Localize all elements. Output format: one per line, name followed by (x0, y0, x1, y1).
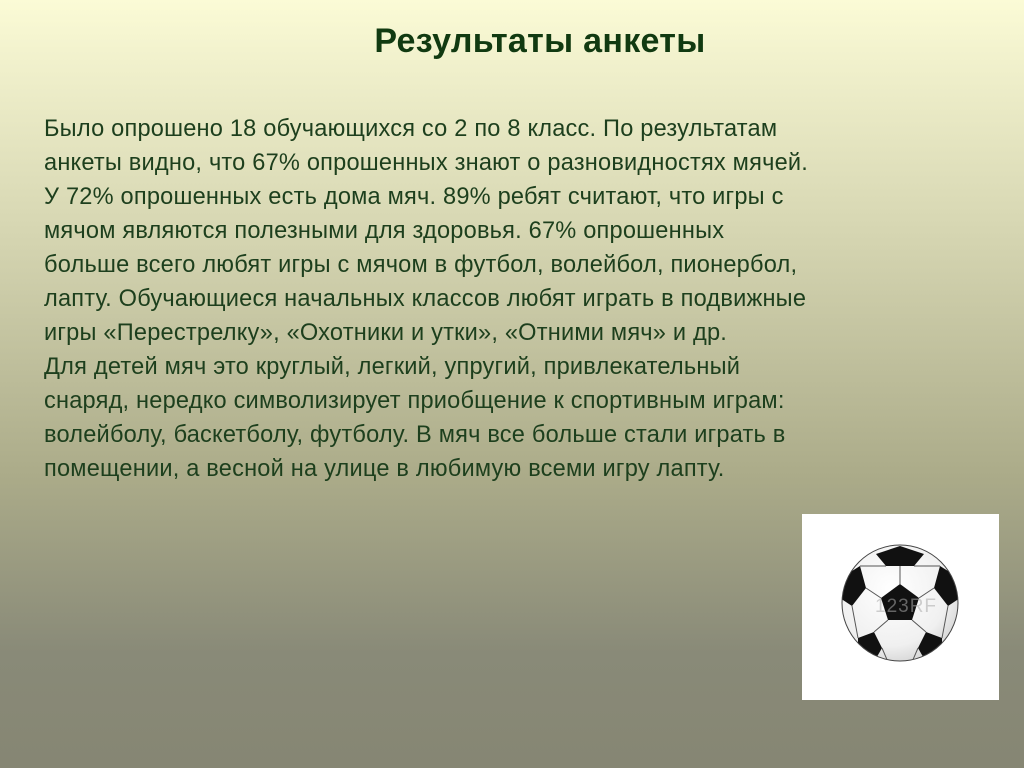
text-line: больше всего любят игры с мячом в футбол, волейбол, пионербол, (44, 252, 798, 278)
watermark: 123RF (875, 596, 938, 617)
text-line: Для детей мяч это круглый, легкий, упругий, привлекательный (44, 354, 741, 380)
text-line: Было опрошено 18 обучающихся со 2 по 8 класс. По результатам (44, 116, 778, 142)
text-line: волейболу, баскетболу, футболу. В мяч все больше стали играть в (44, 422, 786, 448)
text-line: У 72% опрошенных есть дома мяч. 89% ребят считают, что игры с (44, 184, 784, 210)
text-line: анкеты видно, что 67% опрошенных знают о разновидностях мячей. (44, 150, 809, 176)
text-line: игры «Перестрелку», «Охотники и утки», «Отними мяч» и др. (44, 320, 728, 346)
text-line: мячом являются полезными для здоровья. 67% опрошенных (44, 218, 725, 244)
body-paragraph (44, 112, 984, 486)
text-line: снаряд, нередко символизирует приобщение к спортивным играм: (44, 388, 785, 414)
text-line: помещении, а весной на улице в любимую всеми игру лапту. (44, 456, 725, 482)
soccer-ball-image (802, 514, 999, 700)
text-line: лапту. Обучающиеся начальных классов любят играть в подвижные (44, 286, 807, 312)
slide-title: Результаты анкеты (374, 22, 706, 60)
